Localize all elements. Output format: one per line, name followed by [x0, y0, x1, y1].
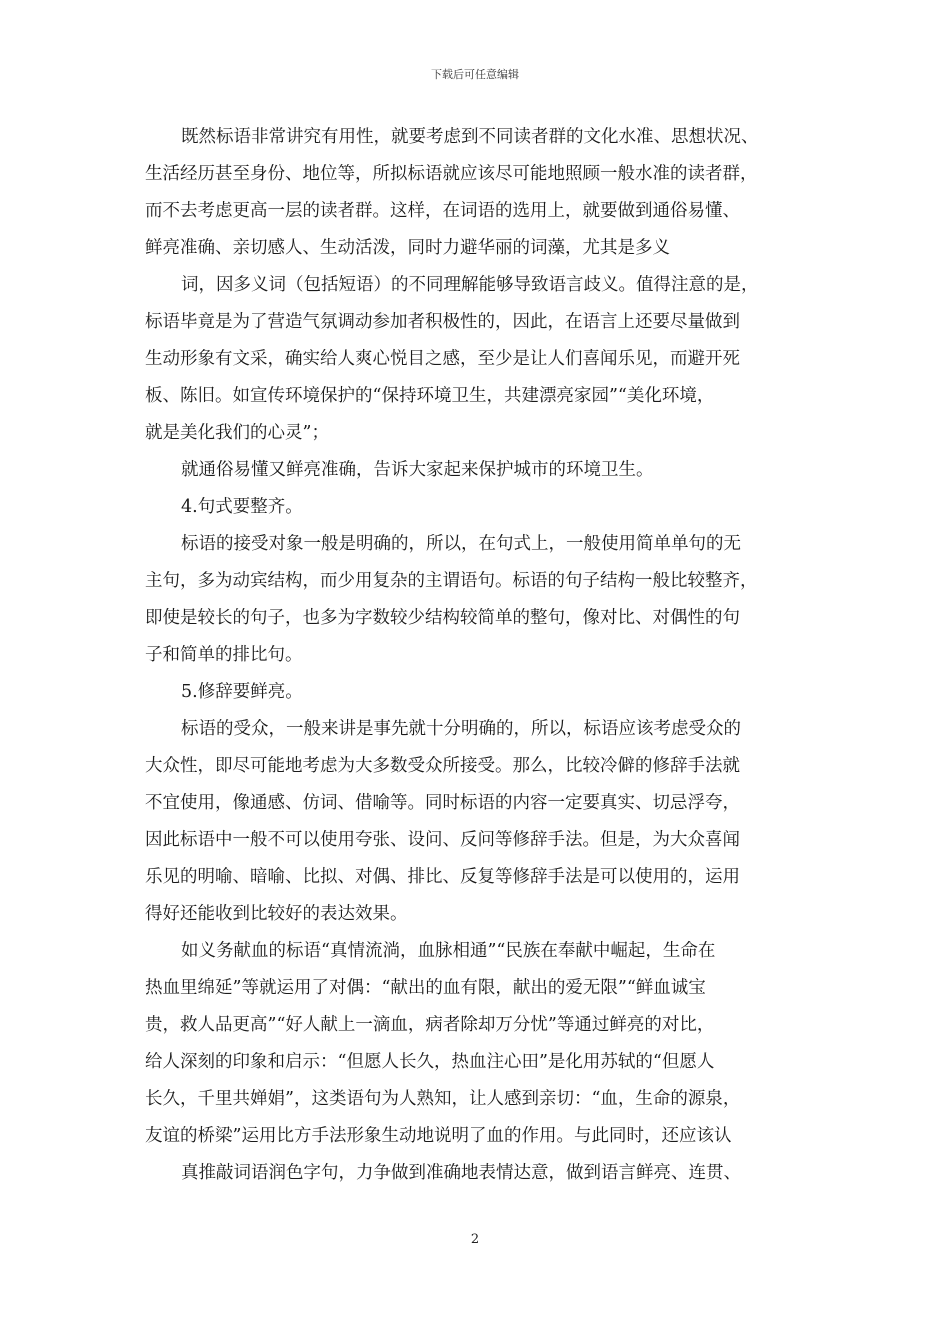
text-line: 如义务献血的标语“真情流淌，血脉相通”“民族在奉献中崛起，生命在: [181, 941, 716, 961]
text-line: 就通俗易懂又鲜亮准确，告诉大家起来保护城市的环境卫生。: [181, 460, 654, 480]
page-header: 下载后可任意编辑: [431, 68, 519, 81]
text-line: 乐见的明喻、暗喻、比拟、对偶、排比、反复等修辞手法是可以使用的，运用: [145, 867, 740, 887]
text-line: 真推敲词语润色字句，力争做到准确地表情达意，做到语言鲜亮、连贯、: [181, 1163, 741, 1183]
text-line: 标语的受众，一般来讲是事先就十分明确的，所以，标语应该考虑受众的: [181, 719, 741, 739]
text-line: 得好还能收到比较好的表达效果。: [145, 904, 408, 924]
text-line: 贵，救人品更高”“好人献上一滴血，病者除却万分忧”等通过鲜亮的对比，: [145, 1015, 715, 1035]
text-line: 主句，多为动宾结构，而少用复杂的主谓语句。标语的句子结构一般比较整齐，: [145, 571, 758, 591]
text-line: 生动形象有文采，确实给人爽心悦目之感，至少是让人们喜闻乐见，而避开死: [145, 349, 740, 369]
text-line: 就是美化我们的心灵”；: [145, 423, 329, 443]
text-line: 鲜亮准确、亲切感人、生动活泼，同时力避华丽的词藻，尤其是多义: [145, 238, 670, 258]
text-line: 即使是较长的句子，也多为字数较少结构较简单的整句，像对比、对偶性的句: [145, 608, 740, 628]
text-line: 而不去考虑更高一层的读者群。这样，在词语的选用上，就要做到通俗易懂、: [145, 201, 740, 221]
text-line: 4.句式要整齐。: [181, 497, 303, 517]
text-line: 5.修辞要鲜亮。: [181, 682, 303, 702]
text-line: 给人深刻的印象和启示：“但愿人长久，热血注心田”是化用苏轼的“但愿人: [145, 1052, 715, 1072]
page-number: 2: [470, 1232, 480, 1247]
text-line: 标语的接受对象一般是明确的，所以，在句式上，一般使用简单单句的无: [181, 534, 741, 554]
text-line: 不宜使用，像通感、仿词、借喻等。同时标语的内容一定要真实、切忌浮夸，: [145, 793, 740, 813]
text-line: 板、陈旧。如宣传环境保护的“保持环境卫生，共建漂亮家园”“美化环境，: [145, 386, 715, 406]
text-line: 标语毕竟是为了营造气氛调动参加者积极性的，因此，在语言上还要尽量做到: [145, 312, 740, 332]
text-line: 友谊的桥梁”运用比方手法形象生动地说明了血的作用。与此同时，还应该认: [145, 1126, 732, 1146]
text-line: 因此标语中一般不可以使用夸张、设问、反问等修辞手法。但是，为大众喜闻: [145, 830, 740, 850]
text-line: 子和简单的排比句。: [145, 645, 303, 665]
text-line: 既然标语非常讲究有用性，就要考虑到不同读者群的文化水准、思想状况、: [181, 127, 759, 147]
text-line: 生活经历甚至身份、地位等，所拟标语就应该尽可能地照顾一般水准的读者群，: [145, 164, 758, 184]
text-line: 长久，千里共婵娟”，这类语句为人熟知，让人感到亲切：“血，生命的源泉，: [145, 1089, 741, 1109]
text-line: 词，因多义词（包括短语）的不同理解能够导致语言歧义。值得注意的是，: [181, 275, 759, 295]
text-line: 热血里绵延”等就运用了对偶：“献出的血有限，献出的爱无限”“鲜血诚宝: [145, 978, 706, 998]
document-body: [145, 119, 817, 1192]
text-line: 大众性，即尽可能地考虑为大多数受众所接受。那么，比较冷僻的修辞手法就: [145, 756, 740, 776]
